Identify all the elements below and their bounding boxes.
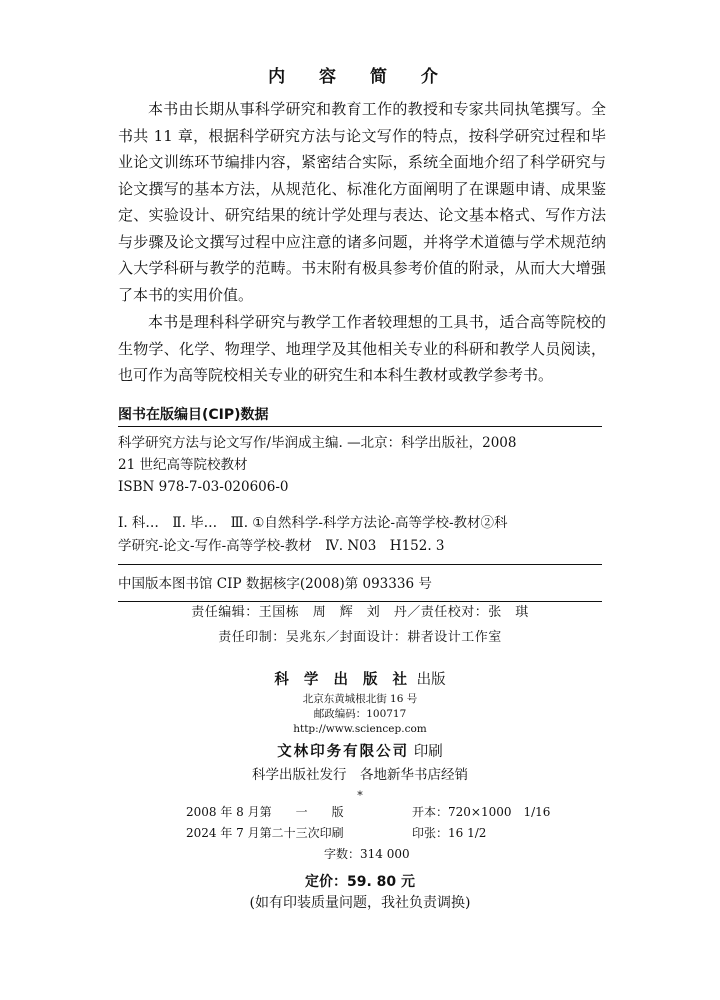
publisher-address: 北京东黄城根北街 16 号	[302, 693, 418, 705]
cip-line-title: 科学研究方法与论文写作/毕润成主编. —北京：科学出版社，2008	[118, 435, 517, 451]
separator-star: *	[357, 789, 363, 802]
cip-classification-line-1: Ⅰ. 科… Ⅱ. 毕… Ⅲ. ①自然科学-科学方法论-高等学校-教材②科	[118, 515, 508, 531]
cip-line-series: 21 世纪高等院校教材	[118, 457, 248, 473]
edition-row-1	[186, 802, 550, 823]
staff-line-1: 责任编辑：王国栋 周 辉 刘 丹／责任校对：张 琪	[191, 605, 529, 620]
cip-core-note: 中国版本图书馆 CIP 数据核字(2008)第 093336 号	[118, 576, 432, 592]
cip-classification	[118, 512, 602, 558]
printer-suffix: 印刷	[413, 744, 443, 760]
print-sheets: 印张：16 1/2	[412, 826, 487, 840]
cip-body	[118, 427, 602, 558]
first-edition: 2008 年 8 月第 一 版	[186, 805, 344, 819]
format-size: 开本：720×1000 1/16	[412, 805, 551, 819]
distribution-line: 科学出版社发行 各地新华书店经销	[252, 767, 468, 783]
intro-title: 内 容 简 介	[268, 67, 452, 87]
price: 定价：59. 80 元	[304, 874, 416, 890]
publisher-postcode: 邮政编码：100717	[313, 708, 407, 720]
staff-line-2: 责任印制：吴兆东／封面设计：耕者设计工作室	[218, 630, 502, 645]
word-count: 字数：314 000	[324, 847, 410, 861]
printer-line	[0, 740, 720, 764]
printing-count: 2024 年 7 月第二十三次印刷	[186, 826, 344, 840]
publisher-suffix: 出版	[416, 672, 446, 688]
cip-block	[118, 404, 602, 602]
cip-classification-line-2: 学研究-论文-写作-高等学校-教材 Ⅳ. N03 H152. 3	[118, 538, 445, 554]
publisher-block	[0, 668, 720, 804]
publisher-name: 科 学 出 版 社	[274, 671, 413, 688]
intro-paragraph-1: 本书由长期从事科学研究和教育工作的教授和专家共同执笔撰写。全书共 11 章，根据科学研究方法与论文写作的特点，按科学研究过程和毕业论文训练环节编排内容，紧密结合实际，系统全面地介绍了科学研究与论文撰写的基本方法，从规范化、标准化方面阐明了在课题申请、成果鉴定、实验设计、研究结果的统计学处理与表达、论文基本格式、写作方法与步骤及论文撰写过程中应注意的诸多问题，并将学术道德与学术规范纳入大学科研与教学的范畴。书末附有极具参考价值的附录，从而大大增强了本书的实用价值。	[118, 100, 606, 304]
cip-line-isbn: ISBN 978-7-03-020606-0	[118, 479, 289, 495]
publisher-website: http://www.sciencep.com	[293, 723, 427, 735]
cip-heading: 图书在版编目(CIP)数据	[118, 407, 269, 423]
edition-row-2	[186, 823, 550, 844]
edition-block	[186, 802, 550, 865]
staff-credits	[0, 600, 720, 650]
intro-paragraph-2: 本书是理科科学研究与教学工作者较理想的工具书，适合高等院校的生物学、化学、物理学、地理学及其他相关专业的科研和教学人员阅读，也可作为高等院校相关专业的研究生和本科生教材或教学参考书。	[118, 313, 606, 384]
intro-body	[118, 96, 606, 389]
cip-middle-rule	[118, 564, 602, 565]
publisher-line	[0, 668, 720, 692]
quality-notice: (如有印装质量问题，我社负责调换)	[249, 895, 471, 911]
printer-name: 文林印务有限公司	[277, 743, 410, 760]
